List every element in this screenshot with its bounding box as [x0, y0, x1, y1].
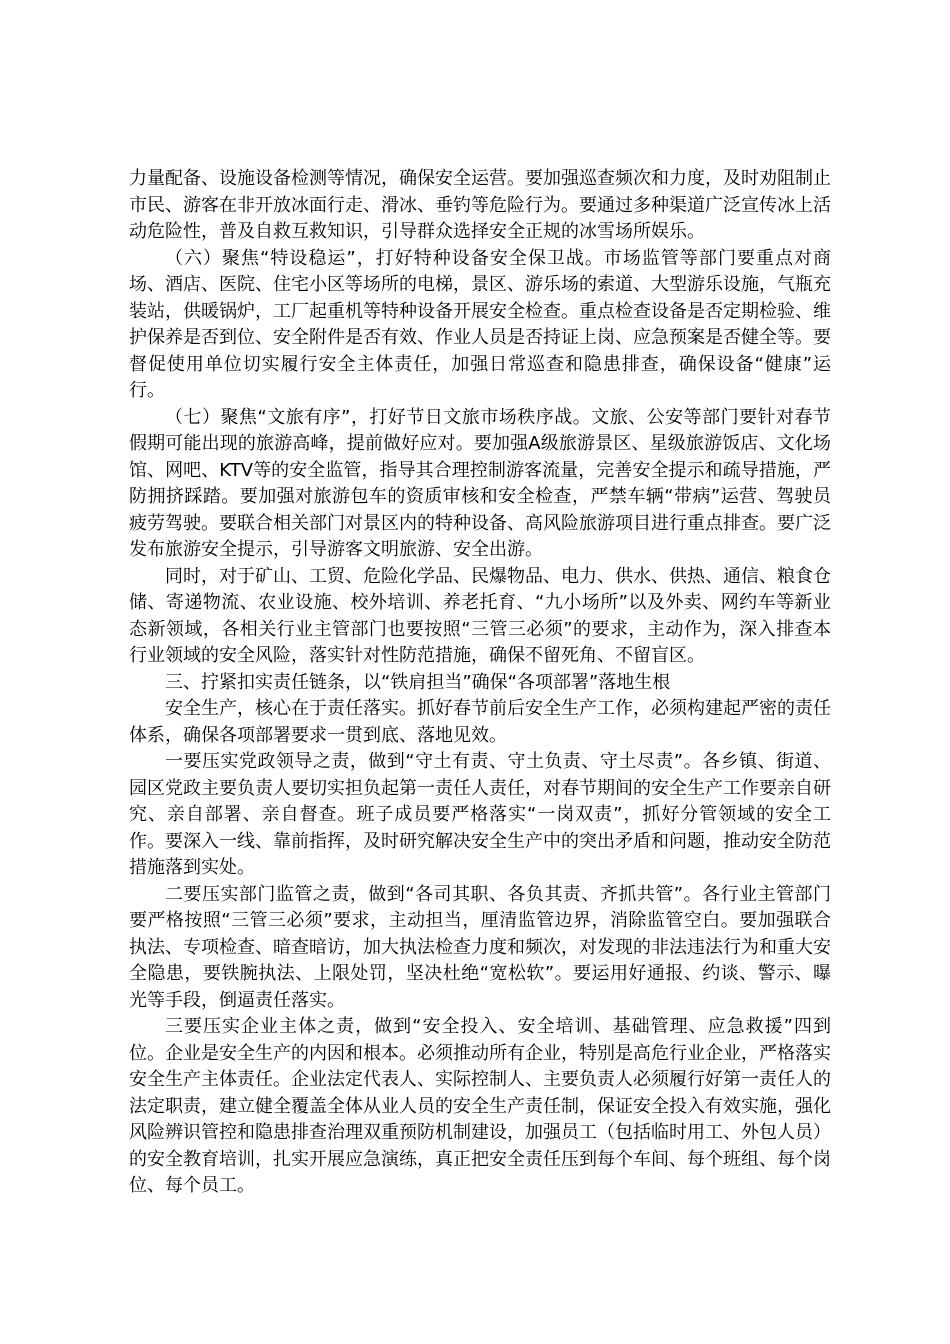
paragraph-party-leadership: 一要压实党政领导之责，做到“守土有责、守土负责、守土尽责”。各乡镇、街道、园区党政主要负责人要切实担负起第一责任人责任，对春节期间的安全生产工作要亲自研究、亲自部署、亲自督查。班子成员要严格落实“一岗双责”，抓好分管领域的安全工作。要深入一线、靠前指挥，及时研究解决安全生产中的突出矛盾和问题，推动安全防范措施落到实处。: [129, 751, 831, 878]
section-heading-3: 三、拧紧扣实责任链条，以“铁肩担当”确保“各项部署”落地生根: [165, 671, 671, 693]
document-page: [129, 166, 831, 1200]
paragraph-responsibility-intro: 安全生产，核心在于责任落实。抓好春节前后安全生产工作，必须构建起严密的责任体系，确保各项部署要求一贯到底、落地见效。: [129, 698, 831, 746]
paragraph-section-6: （六）聚焦“特设稳运”，打好特种设备安全保卫战。市场监管等部门要重点对商场、酒店、医院、住宅小区等场所的电梯，景区、游乐场的索道、大型游乐设施，气瓶充装站，供暖锅炉，工厂起重机等特种设备开展安全检查。重点检查设备是否定期检验、维护保养是否到位、安全附件是否有效、作业人员是否持证上岗、应急预案是否健全等。要督促使用单位切实履行安全主体责任，加强日常巡查和隐患排查，确保设备“健康”运行。: [129, 247, 831, 401]
paragraph-other-sectors: 同时，对于矿山、工贸、危险化学品、民爆物品、电力、供水、供热、通信、粮食仓储、寄递物流、农业设施、校外培训、养老托育、“九小场所”以及外卖、网约车等新业态新领域，各相关行业主管部门也要按照“三管三必须”的要求，主动作为，深入排查本行业领域的安全风险，落实针对性防范措施，确保不留死角、不留盲区。: [129, 565, 831, 666]
paragraph-enterprise-responsibility: 三要压实企业主体之责，做到“安全投入、安全培训、基础管理、应急救援”四到位。企业是安全生产的内因和根本。必须推动所有企业，特别是高危行业企业，严格落实安全生产主体责任。企业法定代表人、实际控制人、主要负责人必须履行好第一责任人的法定职责，建立健全覆盖全体从业人员的安全生产责任制，保证安全投入有效实施，强化风险辨识管控和隐患排查治理双重预防机制建设，加强员工（包括临时用工、外包人员）的安全教育培训，扎实开展应急演练，真正把安全责任压到每个车间、每个班组、每个岗位、每个员工。: [129, 1016, 831, 1196]
paragraph-department-supervision: 二要压实部门监管之责，做到“各司其职、各负其责、齐抓共管”。各行业主管部门要严格按照“三管三必须”要求，主动担当，厘清监管边界，消除监管空白。要加强联合执法、专项检查、暗查暗访，加大执法检查力度和频次，对发现的非法违法行为和重大安全隐患，要铁腕执法、上限处罚，坚决杜绝“宽松软”。要运用好通报、约谈、警示、曝光等手段，倒逼责任落实。: [129, 883, 831, 1011]
paragraph-section-7: （七）聚焦“文旅有序”，打好节日文旅市场秩序战。文旅、公安等部门要针对春节假期可能出现的旅游高峰，提前做好应对。要加强A级旅游景区、星级旅游饭店、文化场馆、网吧、KTV等的安全监管，指导其合理控制游客流量，完善安全提示和疏导措施，严防拥挤踩踏。要加强对旅游包车的资质审核和安全检查，严禁车辆“带病”运营、驾驶员疲劳驾驶。要联合相关部门对景区内的特种设备、高风险旅游项目进行重点排查。要广泛发布旅游安全提示，引导游客文明旅游、安全出游。: [129, 406, 831, 560]
paragraph-continuation: 力量配备、设施设备检测等情况，确保安全运营。要加强巡查频次和力度，及时劝阻制止市民、游客在非开放冰面行走、滑冰、垂钓等危险行为。要通过多种渠道广泛宣传冰上活动危险性，普及自救互救知识，引导群众选择安全正规的冰雪场所娱乐。: [129, 168, 831, 242]
